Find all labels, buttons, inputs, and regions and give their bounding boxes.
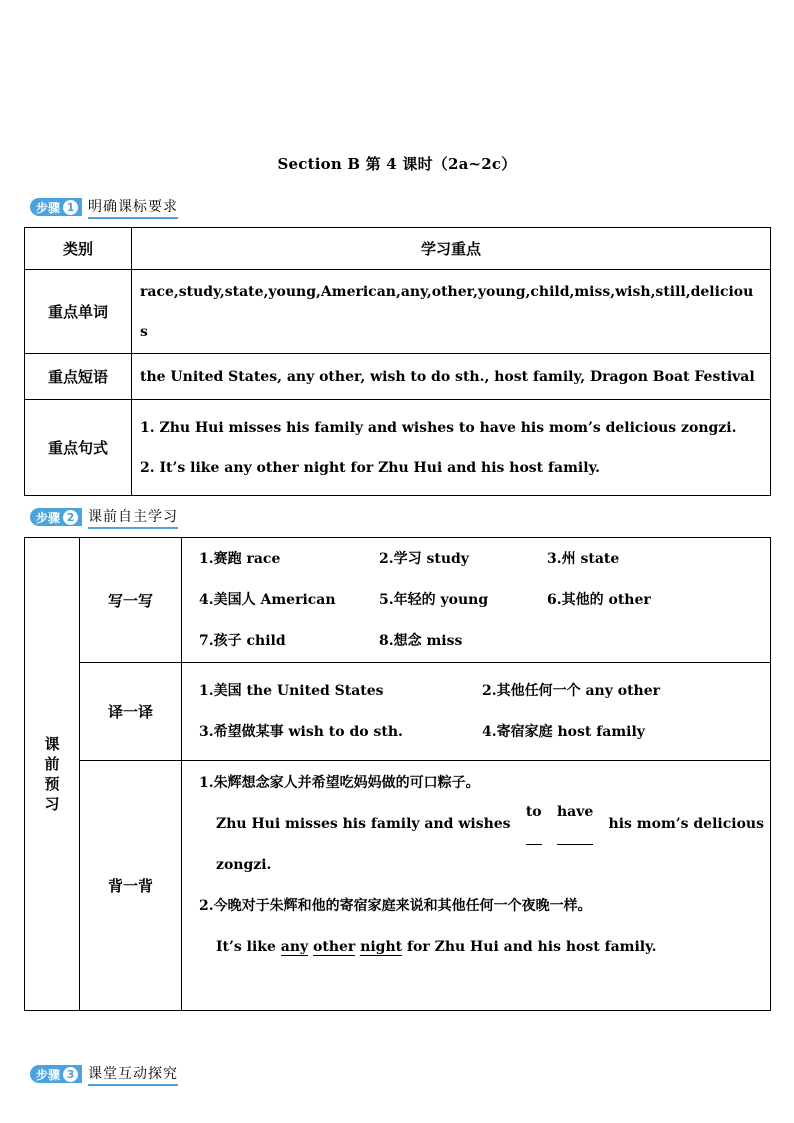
write-item: 4.美国人 American	[199, 591, 336, 608]
step-badge: 步骤 2	[30, 508, 82, 526]
write-item: 3.州 state	[547, 550, 620, 567]
translate-item: 3.希望做某事 wish to do sth.	[199, 723, 403, 740]
translate-item: 4.寄宿家庭 host family	[482, 723, 645, 740]
recite-q2-english: It’s like any other night for Zhu Hui and his host family.	[216, 939, 657, 955]
translate-label: 译一译	[80, 663, 182, 761]
objectives-table	[24, 227, 771, 496]
step-badge: 步骤 1	[30, 198, 82, 216]
step-label: 课堂互动探究	[88, 1063, 178, 1086]
write-item: 7.孩子 child	[199, 632, 286, 649]
write-item: 1.赛跑 race	[199, 550, 281, 567]
sentence-1: 1. Zhu Hui misses his family and wishes to have his mom’s delicious zongzi.	[140, 419, 737, 436]
translate-cell	[182, 663, 771, 761]
step-label: 明确课标要求	[88, 196, 178, 219]
header-category: 类别	[25, 228, 132, 270]
words-label: 重点单词	[25, 270, 132, 354]
recite-q2-chinese: 2.今晚对于朱辉和他的寄宿家庭来说和其他任何一个夜晚一样。	[199, 898, 592, 914]
step-number: 2	[63, 510, 78, 525]
preview-table	[24, 537, 771, 1011]
write-items	[199, 539, 770, 662]
blank-answer: other	[313, 939, 356, 955]
translate-items	[199, 671, 770, 753]
sentences-label: 重点句式	[25, 400, 132, 496]
preview-side-label: 课 前 预 习	[25, 538, 80, 1011]
words-line-1: race,study,state,young,American,any,other,young,child,miss,wish,still,deliciou	[140, 283, 754, 300]
recite-q1-english: Zhu Hui misses his family and wishes to have his mom’s delicious	[199, 804, 764, 845]
recite-cell	[182, 761, 771, 1011]
write-label: 写一写	[80, 538, 182, 663]
blank-answer: have	[557, 804, 593, 845]
recite-label: 背一背	[80, 761, 182, 1011]
blank-answer: night	[360, 939, 403, 955]
phrases-label: 重点短语	[25, 354, 132, 400]
sentences-cell	[132, 400, 771, 496]
blank-answer: any	[280, 939, 309, 955]
blank-answer: to	[526, 804, 542, 845]
write-item: 5.年轻的 young	[379, 591, 489, 608]
header-focus: 学习重点	[132, 228, 771, 270]
recite-q1-end: zongzi.	[216, 857, 272, 873]
write-cell	[182, 538, 771, 663]
step-badge: 步骤 3	[30, 1065, 82, 1083]
translate-item: 1.美国 the United States	[199, 682, 384, 699]
phrases-text: the United States, any other, wish to do sth., host family, Dragon Boat Festival	[132, 354, 771, 400]
words-cell	[132, 270, 771, 354]
page-title: Section B 第 4 课时（2a~2c）	[277, 155, 517, 173]
step-label: 课前自主学习	[88, 506, 178, 529]
step-number: 1	[63, 200, 78, 215]
step-3-header	[30, 1065, 178, 1083]
step-1-header	[30, 198, 178, 216]
sentence-2: 2. It’s like any other night for Zhu Hui and his host family.	[140, 459, 600, 476]
step-2-header	[30, 508, 178, 526]
step-number: 3	[63, 1067, 78, 1082]
write-item: 2.学习 study	[379, 550, 469, 567]
write-item: 6.其他的 other	[547, 591, 651, 608]
recite-q1-chinese: 1.朱辉想念家人并希望吃妈妈做的可口粽子。	[199, 775, 480, 791]
write-item: 8.想念 miss	[379, 632, 463, 649]
words-line-2: s	[140, 323, 148, 340]
translate-item: 2.其他任何一个 any other	[482, 682, 661, 699]
